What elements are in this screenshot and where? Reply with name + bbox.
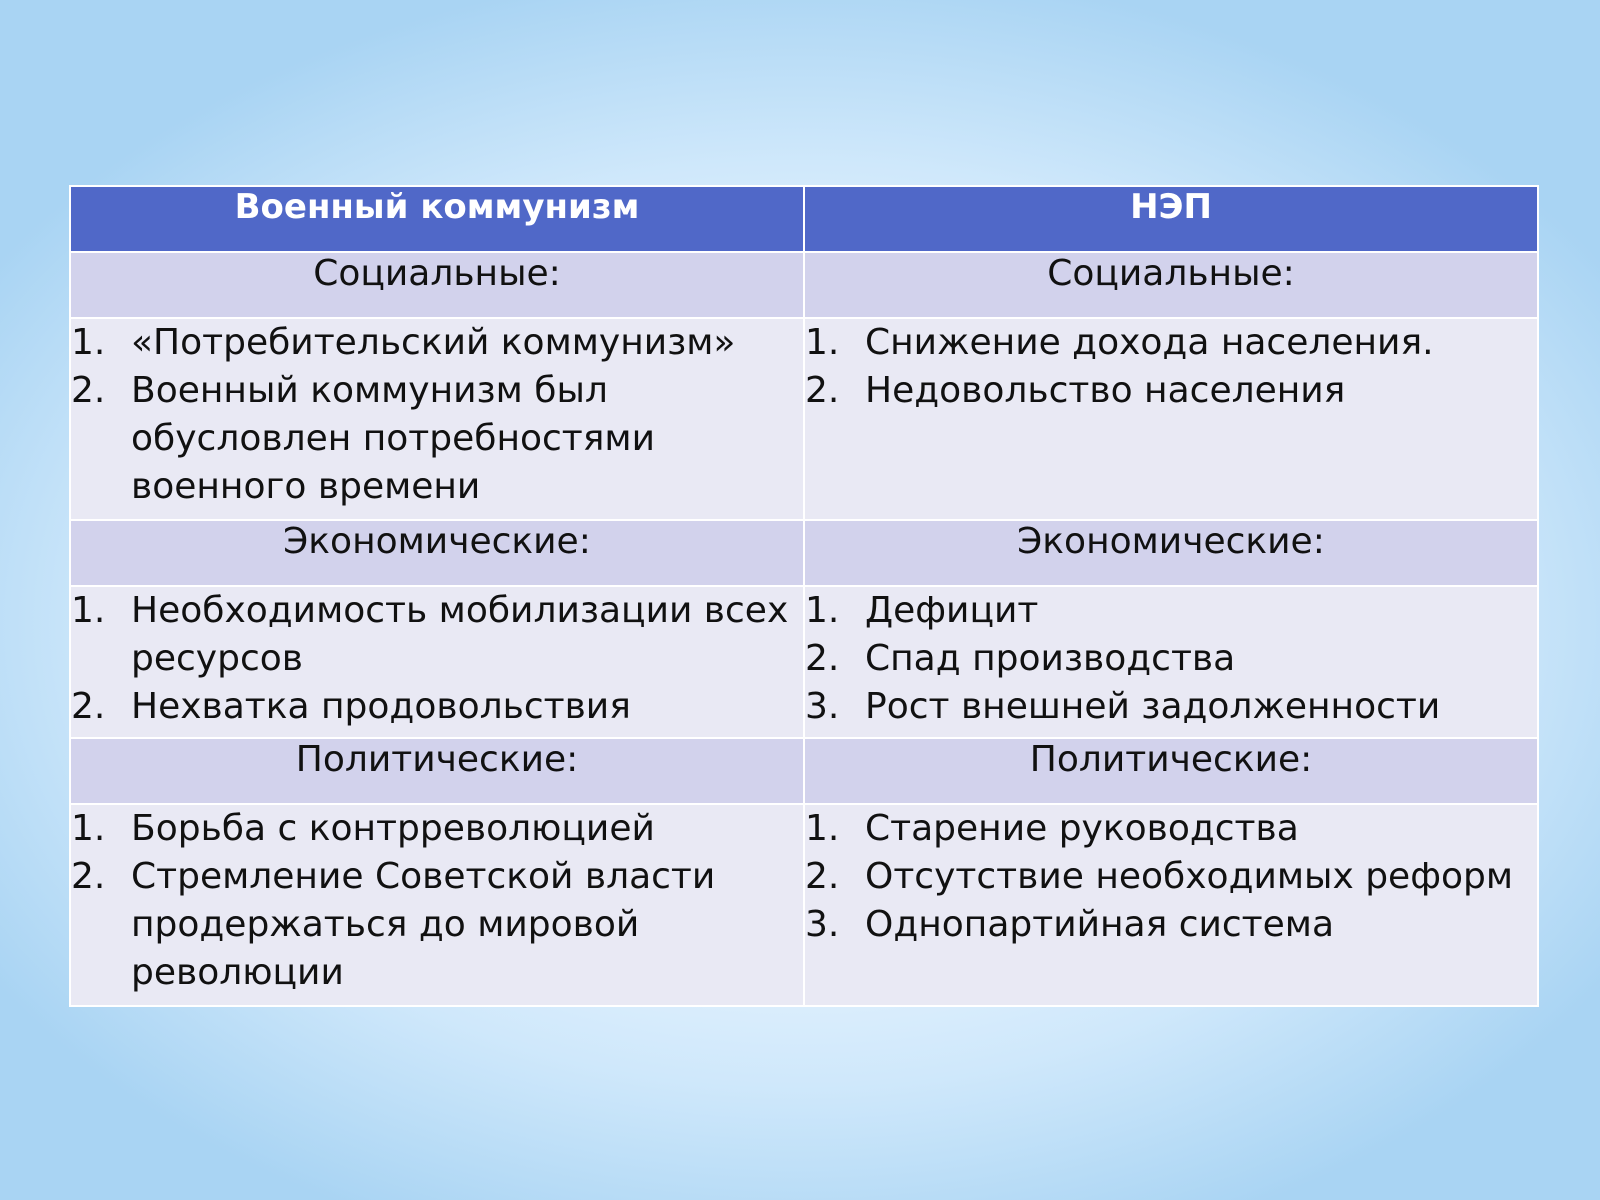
category-economic-right: Экономические: (804, 520, 1538, 586)
numbered-list (805, 805, 1537, 949)
numbered-list (71, 587, 803, 731)
items-social-right (804, 318, 1538, 520)
list-item: 1. Дефицит (805, 590, 1039, 631)
numbered-list (805, 587, 1537, 731)
comparison-table (69, 185, 1539, 1007)
items-economic-right (804, 586, 1538, 738)
items-political-right (804, 804, 1538, 1006)
list-item: 2. Стремление Советской власти продержаться до мировой революции (71, 856, 716, 993)
category-social-left: Социальные: (70, 252, 804, 318)
items-economic-left (70, 586, 804, 738)
list-item: 2. Нехватка продовольствия (71, 686, 631, 727)
list-item: 3. Рост внешней задолженности (805, 686, 1441, 727)
list-item: 1. Необходимость мобилизации всех ресурсов (71, 590, 789, 679)
list-item: 1. Снижение дохода населения. (805, 322, 1434, 363)
items-political-left (70, 804, 804, 1006)
list-item: 2. Военный коммунизм был обусловлен потребностями военного времени (71, 370, 655, 507)
list-item: 3. Однопартийная система (805, 904, 1335, 945)
category-row-economic (70, 520, 1538, 586)
list-item: 2. Спад производства (805, 638, 1236, 679)
list-item: 1. Старение руководства (805, 808, 1299, 849)
numbered-list (71, 319, 803, 511)
category-political-left: Политические: (70, 738, 804, 804)
header-war-communism: Военный коммунизм (70, 186, 804, 252)
list-item: 1. «Потребительский коммунизм» (71, 322, 736, 363)
list-item: 1. Борьба с контрреволюцией (71, 808, 655, 849)
list-item: 2. Недовольство населения (805, 370, 1346, 411)
items-row-social (70, 318, 1538, 520)
header-nep: НЭП (804, 186, 1538, 252)
items-row-economic (70, 586, 1538, 738)
category-social-right: Социальные: (804, 252, 1538, 318)
items-row-political (70, 804, 1538, 1006)
category-political-right: Политические: (804, 738, 1538, 804)
numbered-list (805, 319, 1537, 415)
list-item: 2. Отсутствие необходимых реформ (805, 856, 1514, 897)
category-row-social (70, 252, 1538, 318)
numbered-list (71, 805, 803, 997)
table-header-row (70, 186, 1538, 252)
category-economic-left: Экономические: (70, 520, 804, 586)
items-social-left (70, 318, 804, 520)
category-row-political (70, 738, 1538, 804)
